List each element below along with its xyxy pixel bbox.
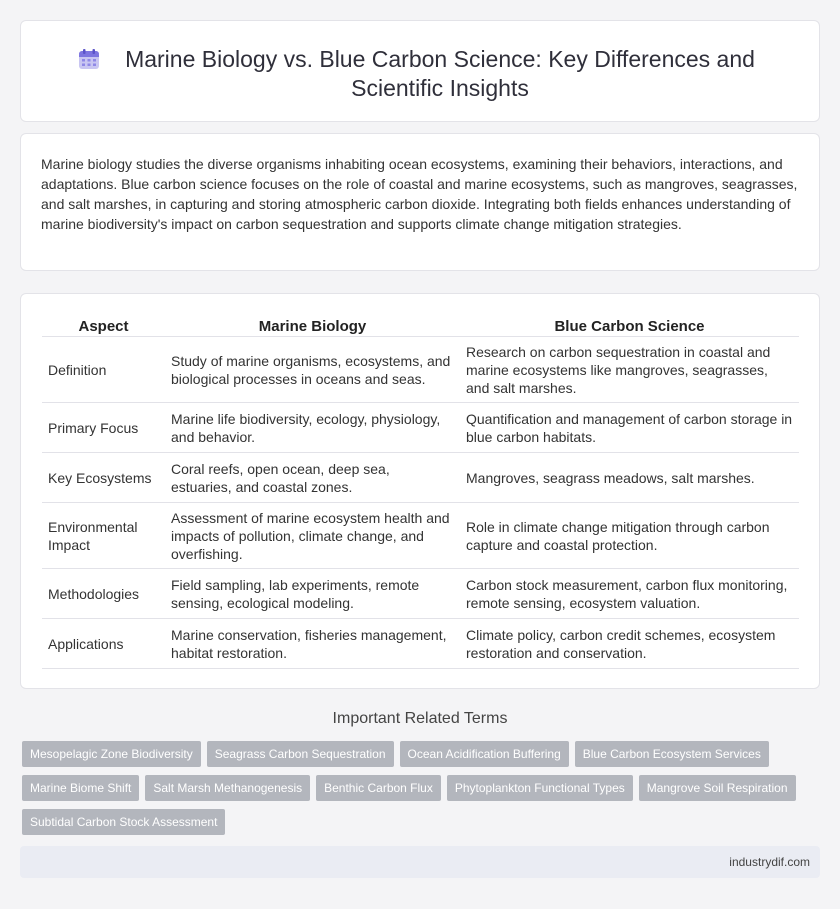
- row-blue-carbon: Role in climate change mitigation through carbon capture and coastal protection.: [460, 503, 799, 569]
- title-card: [20, 20, 820, 122]
- related-terms-list: [22, 741, 802, 835]
- row-marine-biology: Study of marine organisms, ecosystems, and biological processes in oceans and seas.: [165, 337, 460, 403]
- term-tag[interactable]: Ocean Acidification Buffering: [400, 741, 569, 767]
- row-aspect: Methodologies: [42, 569, 165, 619]
- row-aspect: Applications: [42, 619, 165, 669]
- table-row: [42, 503, 799, 569]
- row-blue-carbon: Climate policy, carbon credit schemes, ecosystem restoration and conservation.: [460, 619, 799, 669]
- row-aspect: Primary Focus: [42, 403, 165, 453]
- table-row: [42, 569, 799, 619]
- term-tag[interactable]: Blue Carbon Ecosystem Services: [575, 741, 769, 767]
- term-tag[interactable]: Subtidal Carbon Stock Assessment: [22, 809, 225, 835]
- row-blue-carbon: Quantification and management of carbon storage in blue carbon habitats.: [460, 403, 799, 453]
- row-marine-biology: Assessment of marine ecosystem health and impacts of pollution, climate change, and overfishing.: [165, 503, 460, 569]
- term-tag[interactable]: Marine Biome Shift: [22, 775, 139, 801]
- comparison-card: [20, 293, 820, 689]
- related-terms-heading: Important Related Terms: [332, 710, 508, 727]
- row-aspect: Key Ecosystems: [42, 453, 165, 503]
- table-row: [42, 403, 799, 453]
- row-aspect: Definition: [42, 337, 165, 403]
- term-tag[interactable]: Mangrove Soil Respiration: [639, 775, 796, 801]
- term-tag[interactable]: Seagrass Carbon Sequestration: [207, 741, 394, 767]
- row-marine-biology: Coral reefs, open ocean, deep sea, estuaries, and coastal zones.: [165, 453, 460, 503]
- row-marine-biology: Field sampling, lab experiments, remote sensing, ecological modeling.: [165, 569, 460, 619]
- page-title: Marine Biology vs. Blue Carbon Science: Key Differences and Scientific Insights: [125, 46, 755, 101]
- row-aspect: Environmental Impact: [42, 503, 165, 569]
- term-tag[interactable]: Phytoplankton Functional Types: [447, 775, 633, 801]
- row-marine-biology: Marine conservation, fisheries management, habitat restoration.: [165, 619, 460, 669]
- intro-text: Marine biology studies the diverse organisms inhabiting ocean ecosystems, examining their behaviors, interactions, and adaptations. Blue carbon science focuses on the role of coastal and marine ecosystems, such as mangroves, seagrasses, and salt marshes, in capturing and storing atmospheric carbon dioxide. Integrating both fields enhances understanding of marine biodiversity's impact on carbon sequestration and supports climate change mitigation strategies.: [41, 156, 798, 232]
- term-tag[interactable]: Mesopelagic Zone Biodiversity: [22, 741, 201, 767]
- row-blue-carbon: Research on carbon sequestration in coastal and marine ecosystems like mangroves, seagrasses, and salt marshes.: [460, 337, 799, 403]
- footer: [20, 846, 820, 878]
- row-blue-carbon: Carbon stock measurement, carbon flux monitoring, remote sensing, ecosystem valuation.: [460, 569, 799, 619]
- header-aspect: Aspect: [42, 315, 165, 337]
- intro-card: [20, 133, 820, 271]
- table-row: [42, 453, 799, 503]
- term-tag[interactable]: Benthic Carbon Flux: [316, 775, 441, 801]
- row-marine-biology: Marine life biodiversity, ecology, physiology, and behavior.: [165, 403, 460, 453]
- table-row: [42, 337, 799, 403]
- term-tag[interactable]: Salt Marsh Methanogenesis: [145, 775, 310, 801]
- footer-site-link[interactable]: industrydif.com: [729, 855, 810, 869]
- comparison-table: [42, 315, 799, 669]
- table-row: [42, 619, 799, 669]
- row-blue-carbon: Mangroves, seagrass meadows, salt marshes.: [460, 453, 799, 503]
- header-marine-biology: Marine Biology: [165, 315, 460, 337]
- table-header-row: [42, 315, 799, 337]
- header-blue-carbon: Blue Carbon Science: [460, 315, 799, 337]
